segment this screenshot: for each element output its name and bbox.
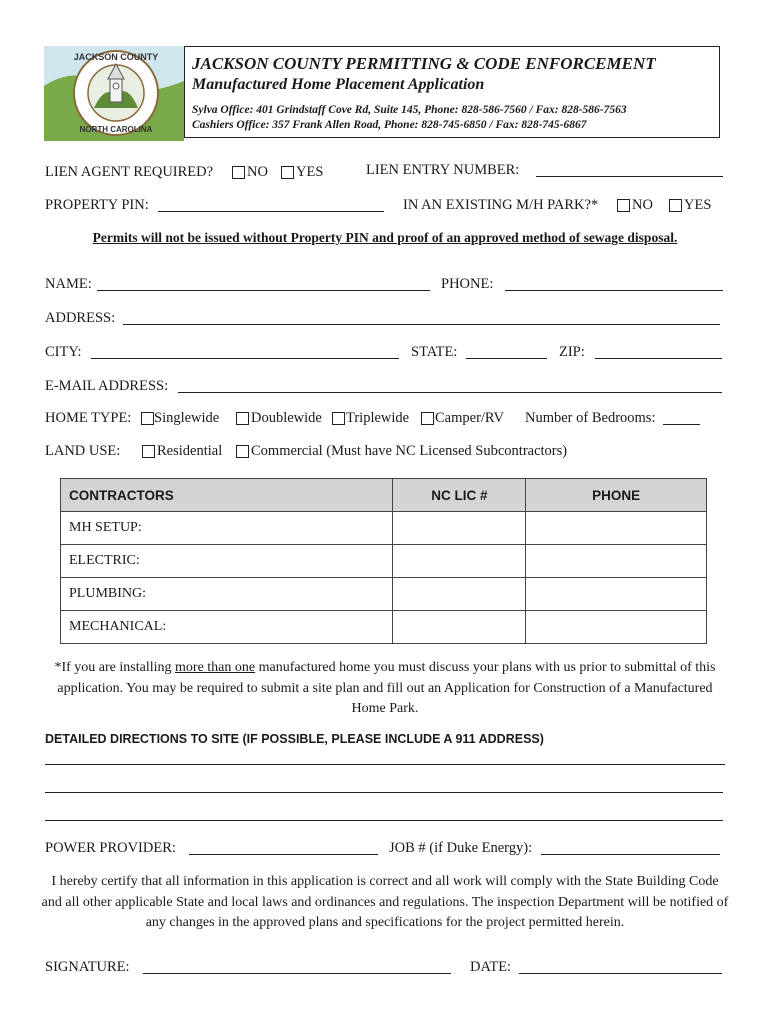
county-seal-logo: [44, 46, 184, 141]
mh-park-yes-checkbox[interactable]: [669, 199, 682, 212]
mh-setup-cell[interactable]: MH SETUP:: [61, 512, 393, 545]
electric-cell[interactable]: ELECTRIC:: [61, 545, 393, 578]
doublewide-checkbox[interactable]: [236, 412, 249, 425]
lien-no-label: NO: [247, 164, 268, 180]
email-field[interactable]: [178, 392, 722, 393]
note-part2: manufactured home you must discuss your plans with us prior to submittal of this application. You may be required to submit a site plan and fill out an Application for Construction of a Manufactured Home Park.: [57, 660, 716, 716]
date-label: DATE:: [470, 959, 512, 975]
home-type-label: HOME TYPE:: [45, 410, 132, 426]
contractors-table: [60, 478, 707, 644]
camper-rv-checkbox[interactable]: [421, 412, 434, 425]
commercial-checkbox[interactable]: [236, 445, 249, 458]
phone-field[interactable]: [505, 290, 723, 291]
table-row: [61, 611, 707, 644]
phone-label: PHONE:: [441, 276, 494, 292]
email-label: E-MAIL ADDRESS:: [45, 378, 169, 394]
address-label: ADDRESS:: [45, 310, 116, 326]
contractors-header: CONTRACTORS: [61, 479, 393, 512]
mechanical-lic-cell[interactable]: [393, 611, 526, 644]
bedrooms-field[interactable]: [663, 424, 700, 425]
form-subtitle: Manufactured Home Placement Application: [192, 76, 485, 93]
table-row: [61, 545, 707, 578]
mh-park-no-label: NO: [632, 197, 653, 213]
lien-agent-label: LIEN AGENT REQUIRED?: [45, 164, 214, 180]
permit-notice: Permits will not be issued without Property PIN and proof of an approved method of sewage disposal.: [92, 230, 678, 245]
multi-home-note: [40, 658, 730, 720]
city-field[interactable]: [91, 358, 399, 359]
bedrooms-label: Number of Bedrooms:: [525, 410, 656, 426]
mh-setup-phone-cell[interactable]: [526, 512, 707, 545]
mh-park-label: IN AN EXISTING M/H PARK?*: [403, 197, 599, 213]
job-number-label: JOB # (if Duke Energy):: [389, 840, 533, 856]
zip-field[interactable]: [595, 358, 722, 359]
doublewide-label: Doublewide: [251, 410, 322, 426]
mh-park-no-checkbox[interactable]: [617, 199, 630, 212]
power-provider-label: POWER PROVIDER:: [45, 840, 176, 856]
singlewide-label: Singlewide: [154, 410, 220, 426]
lien-no-checkbox[interactable]: [232, 166, 245, 179]
mh-park-yes-label: YES: [684, 197, 712, 213]
table-header-row: [61, 479, 707, 512]
state-label: STATE:: [411, 344, 458, 360]
zip-label: ZIP:: [559, 344, 585, 360]
note-part1: *If you are installing: [54, 660, 176, 675]
triplewide-checkbox[interactable]: [332, 412, 345, 425]
name-label: NAME:: [45, 276, 92, 292]
property-pin-field[interactable]: [158, 211, 384, 212]
directions-line-2[interactable]: [45, 792, 723, 793]
certification-text: I hereby certify that all information in this application is correct and all work will comply with the State Building Code and all other applicable State and local laws and ordinances and regulations. The inspection Department will be notified of any changes in the approved plans and specifications for the project permitted herein.: [41, 874, 729, 930]
plumbing-cell[interactable]: PLUMBING:: [61, 578, 393, 611]
triplewide-label: Triplewide: [346, 410, 410, 426]
electric-lic-cell[interactable]: [393, 545, 526, 578]
form-title: JACKSON COUNTY PERMITTING & CODE ENFORCEMENT: [192, 54, 656, 73]
lien-yes-checkbox[interactable]: [281, 166, 294, 179]
phone-header: PHONE: [526, 479, 707, 512]
state-field[interactable]: [466, 358, 547, 359]
property-pin-label: PROPERTY PIN:: [45, 197, 149, 213]
table-row: [61, 512, 707, 545]
nc-lic-header: NC LIC #: [393, 479, 526, 512]
date-field[interactable]: [519, 973, 722, 974]
electric-phone-cell[interactable]: [526, 545, 707, 578]
residential-checkbox[interactable]: [142, 445, 155, 458]
sylva-office-info: Sylva Office: 401 Grindstaff Cove Rd, Suite 145, Phone: 828-586-7560 / Fax: 828-586-7563: [192, 104, 627, 116]
singlewide-checkbox[interactable]: [141, 412, 154, 425]
address-field[interactable]: [123, 324, 720, 325]
job-number-field[interactable]: [541, 854, 720, 855]
note-emphasis: more than one: [175, 660, 256, 675]
signature-field[interactable]: [143, 973, 451, 974]
lien-entry-field[interactable]: [536, 176, 723, 177]
plumbing-lic-cell[interactable]: [393, 578, 526, 611]
power-provider-field[interactable]: [189, 854, 378, 855]
directions-title: DETAILED DIRECTIONS TO SITE (IF POSSIBLE, PLEASE INCLUDE A 911 ADDRESS): [45, 732, 544, 746]
logo-text-top: JACKSON COUNTY: [73, 52, 159, 62]
lien-yes-label: YES: [296, 164, 324, 180]
mechanical-phone-cell[interactable]: [526, 611, 707, 644]
mechanical-cell[interactable]: MECHANICAL:: [61, 611, 393, 644]
logo-text-bottom: NORTH CAROLINA: [79, 125, 153, 134]
table-row: [61, 578, 707, 611]
land-use-label: LAND USE:: [45, 443, 121, 459]
signature-label: SIGNATURE:: [45, 959, 130, 975]
mh-setup-lic-cell[interactable]: [393, 512, 526, 545]
plumbing-phone-cell[interactable]: [526, 578, 707, 611]
commercial-label: Commercial (Must have NC Licensed Subcontractors): [251, 443, 568, 459]
directions-line-1[interactable]: [45, 764, 725, 765]
camper-rv-label: Camper/RV: [435, 410, 504, 426]
lien-entry-label: LIEN ENTRY NUMBER:: [366, 162, 520, 178]
directions-line-3[interactable]: [45, 820, 723, 821]
cashiers-office-info: Cashiers Office: 357 Frank Allen Road, Phone: 828-745-6850 / Fax: 828-745-6867: [192, 119, 587, 131]
city-label: CITY:: [45, 344, 82, 360]
residential-label: Residential: [157, 443, 223, 459]
name-field[interactable]: [97, 290, 430, 291]
